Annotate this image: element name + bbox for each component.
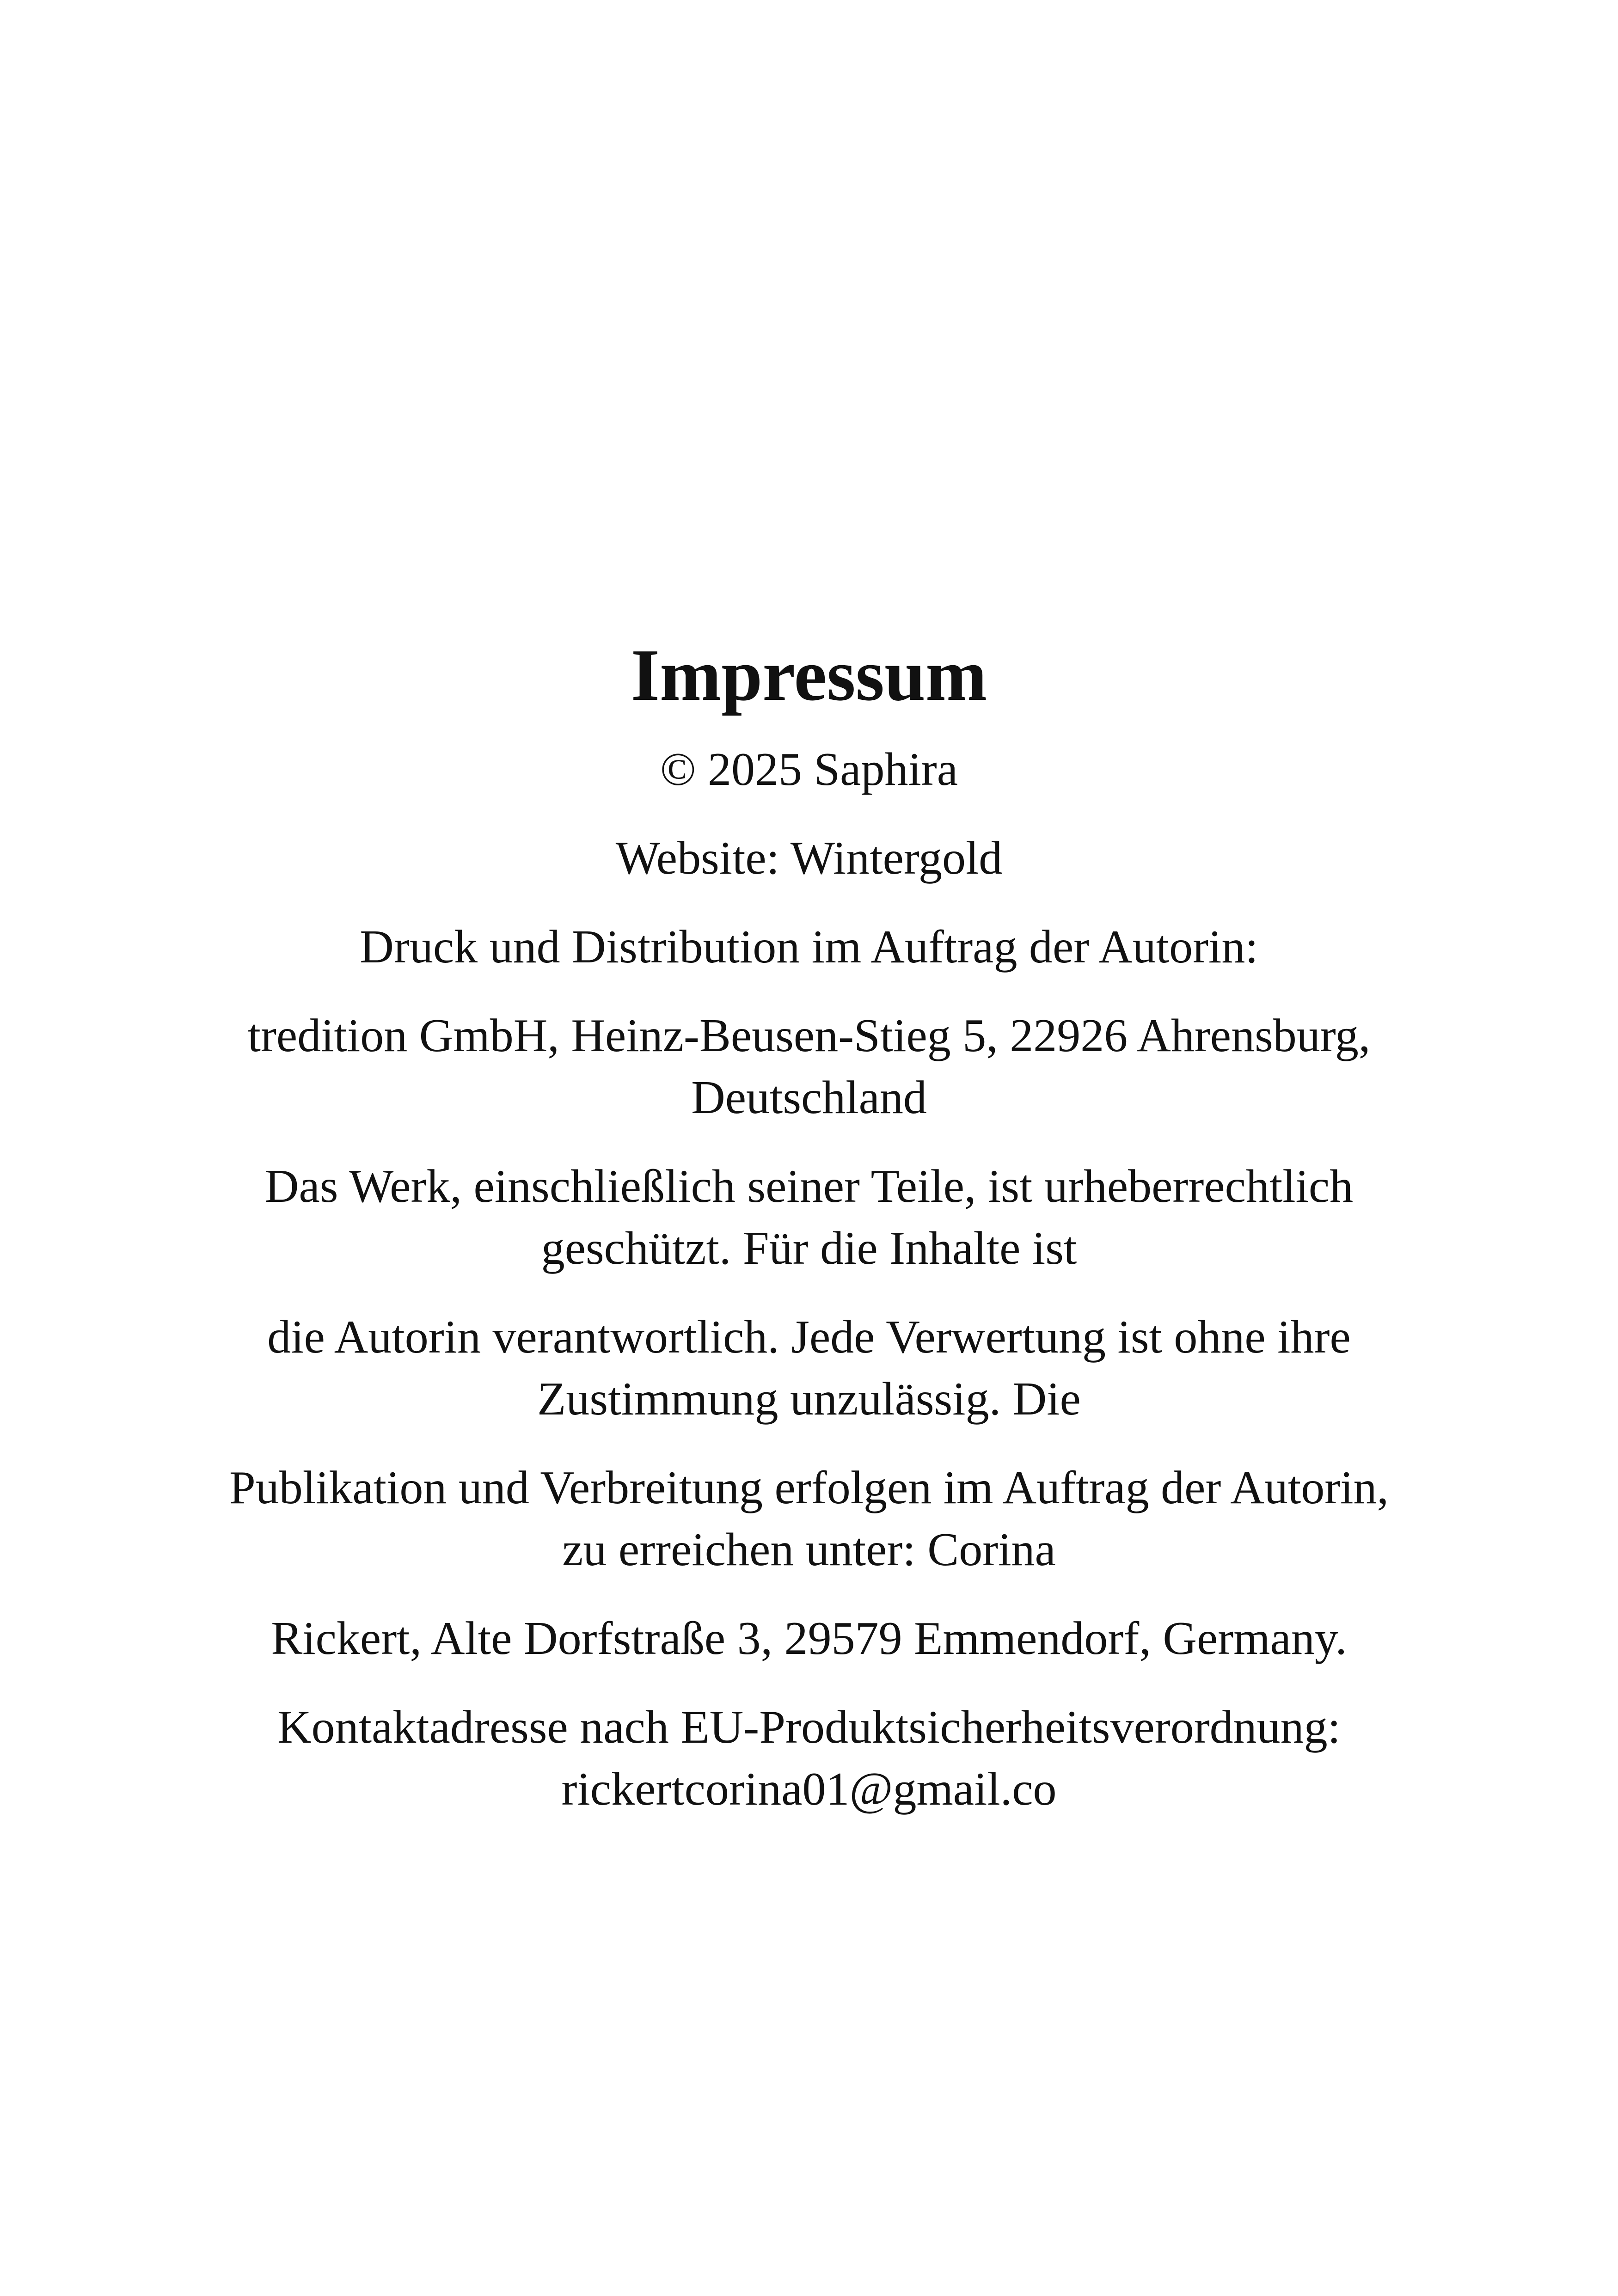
responsibility-line-1: die Autorin verantwortlich. Jede Verwertung ist ohne ihre: [267, 1311, 1351, 1363]
copyright-notice: [0, 739, 1618, 801]
print-distribution-line: [0, 916, 1618, 978]
page-title: Impressum: [631, 634, 987, 716]
website-line: [0, 827, 1618, 889]
publisher-address: [0, 1005, 1618, 1129]
contact-email: rickertcorina01@gmail.co: [561, 1763, 1057, 1815]
copyright-protection-paragraph: [0, 1156, 1618, 1280]
contact-line-1: Kontaktadresse nach EU-Produktsicherheitsverordnung:: [277, 1701, 1341, 1753]
copyright-protection-line-1: Das Werk, einschließlich seiner Teile, ist urheberrechtlich: [264, 1160, 1354, 1212]
publication-line-2: zu erreichen unter: Corina: [562, 1524, 1056, 1576]
responsibility-paragraph: [0, 1306, 1618, 1430]
publisher-address-line-1: tredition GmbH, Heinz-Beusen-Stieg 5, 22926 Ahrensburg,: [247, 1010, 1371, 1062]
copyright-protection-line-2: geschützt. Für die Inhalte ist: [541, 1222, 1077, 1274]
publisher-address-line-2: Deutschland: [691, 1071, 927, 1124]
author-address: [0, 1608, 1618, 1670]
publication-paragraph: [0, 1457, 1618, 1581]
impressum-page: [0, 633, 1618, 1847]
contact-paragraph: [0, 1696, 1618, 1820]
publication-line-1: Publikation und Verbreitung erfolgen im Auftrag der Autorin,: [229, 1462, 1389, 1514]
website-text: Website: Wintergold: [615, 832, 1003, 884]
copyright-text: © 2025 Saphira: [660, 743, 958, 796]
author-address-text: Rickert, Alte Dorfstraße 3, 29579 Emmendorf, Germany.: [271, 1612, 1347, 1665]
responsibility-line-2: Zustimmung unzulässig. Die: [537, 1373, 1081, 1425]
print-distribution-text: Druck und Distribution im Auftrag der Autorin:: [360, 921, 1258, 973]
